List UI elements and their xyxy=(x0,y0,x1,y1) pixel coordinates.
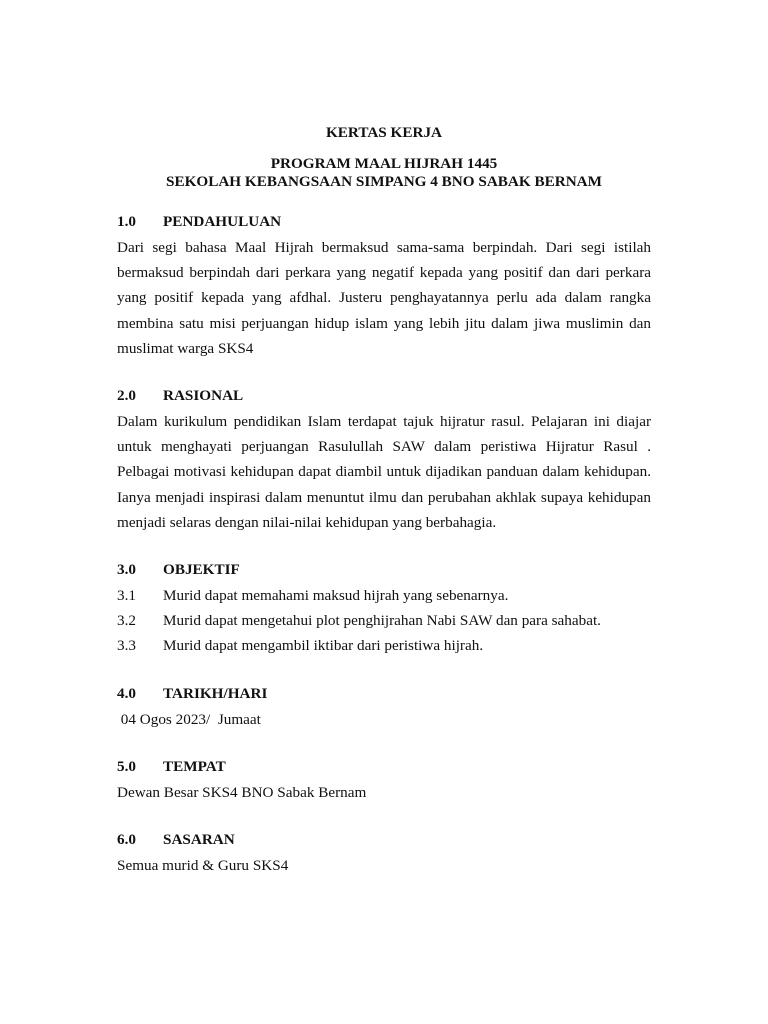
section-title: PENDAHULUAN xyxy=(163,213,282,230)
section-title: OBJEKTIF xyxy=(163,561,240,579)
section-number: 3.0 xyxy=(117,561,136,579)
section-title: TARIKH/HARI xyxy=(163,684,268,702)
section-body: Dari segi bahasa Maal Hijrah bermaksud sama-sama berpindah. Dari segi istilah bermaksud berpindah dari perkara yang negatif kepada yang positif dan dari perkara yang positif kepada yang afdhal. Justeru penghayatannya perlu ada dalam rangka membina satu misi perjuangan hidup islam yang lebih jitu dalam jiwa muslimin dan muslimat warga SKS4 xyxy=(117,239,651,357)
section-number: 4.0 xyxy=(117,684,136,702)
objective-text: Murid dapat mengambil iktibar dari peristiwa hijrah. xyxy=(163,637,484,655)
section-title: TEMPAT xyxy=(163,757,226,775)
section-sasaran xyxy=(117,831,651,878)
objective-item xyxy=(117,608,651,633)
section-heading xyxy=(117,758,651,776)
section-heading xyxy=(117,387,651,405)
section-title: SASARAN xyxy=(163,831,235,849)
document-title: KERTAS KERJA xyxy=(325,124,443,141)
section-objektif xyxy=(117,561,651,659)
objective-number: 3.1 xyxy=(117,587,136,605)
document-subtitle-block xyxy=(117,155,651,191)
objective-item xyxy=(117,583,651,608)
objective-list xyxy=(117,583,651,659)
objective-text: Murid dapat memahami maksud hijrah yang sebenarnya. xyxy=(163,587,509,605)
section-tarikh-hari xyxy=(117,685,651,732)
section-number: 5.0 xyxy=(117,757,136,775)
section-body: 04 Ogos 2023/ Jumaat xyxy=(117,710,261,728)
section-title: RASIONAL xyxy=(163,387,244,405)
section-body: Dalam kurikulum pendidikan Islam terdapat tajuk hijratur rasul. Pelajaran ini diajar untuk menghayati perjuangan Rasulullah SAW dalam peristiwa Hijratur Rasul . Pelbagai motivasi kehidupan dapat diambil untuk dijadikan panduan dalam kehidupan. Ianya menjadi inspirasi dalam menuntut ilmu dan perubahan akhlak supaya kehidupan menjadi selaras dengan nilai-nilai kehidupan yang berbahagia. xyxy=(117,413,651,531)
section-number: 1.0 xyxy=(117,213,136,230)
section-heading xyxy=(117,213,651,231)
section-number: 6.0 xyxy=(117,831,136,849)
objective-number: 3.3 xyxy=(117,637,136,655)
section-number: 2.0 xyxy=(117,387,136,405)
section-tempat xyxy=(117,758,651,805)
section-rasional xyxy=(117,387,651,535)
section-body: Semua murid & Guru SKS4 xyxy=(117,857,289,875)
objective-number: 3.2 xyxy=(117,612,136,630)
objective-item xyxy=(117,633,651,658)
section-body: Dewan Besar SKS4 BNO Sabak Bernam xyxy=(117,783,367,801)
school-name: SEKOLAH KEBANGSAAN SIMPANG 4 BNO SABAK BERNAM xyxy=(166,173,602,190)
section-heading xyxy=(117,831,651,849)
section-heading xyxy=(117,561,651,579)
section-pendahuluan xyxy=(117,213,651,361)
objective-text: Murid dapat mengetahui plot penghijrahan Nabi SAW dan para sahabat. xyxy=(163,612,601,630)
section-heading xyxy=(117,685,651,703)
program-name: PROGRAM MAAL HIJRAH 1445 xyxy=(270,155,498,172)
